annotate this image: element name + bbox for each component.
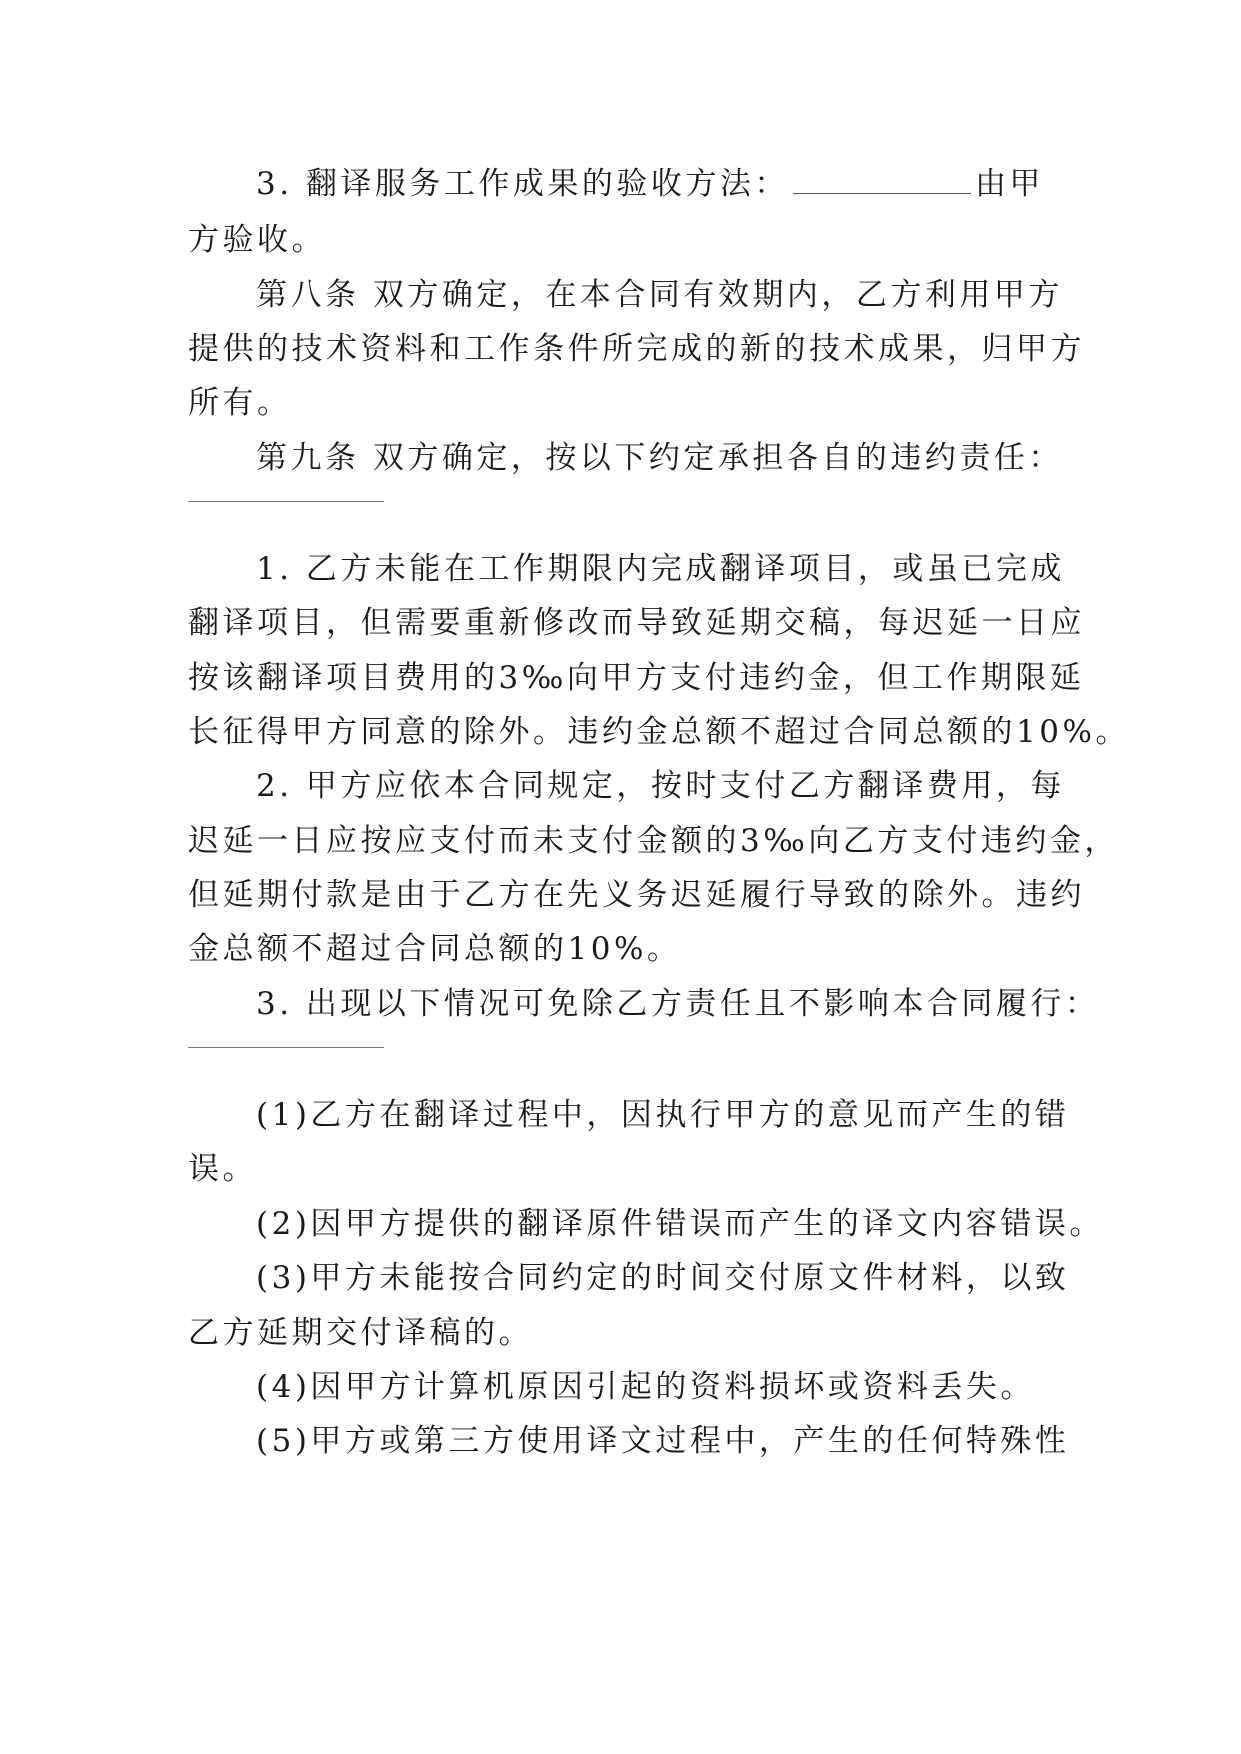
item-3-line: (3)甲方未能按合同约定的时间交付原文件材料，以致 xyxy=(256,1260,1070,1296)
blank-fill-line xyxy=(793,169,971,194)
clause-1-line: 1. 乙方未能在工作期限内完成翻译项目，或虽已完成 xyxy=(256,551,1065,587)
paragraph-line: 长征得甲方同意的除外。违约金总额不超过合同总额的10%。 xyxy=(188,714,1130,750)
article-9-line: 第九条 双方确定，按以下约定承担各自的违约责任： xyxy=(256,440,1063,476)
paragraph-line: 方验收。 xyxy=(188,222,326,258)
paragraph-line: 提供的技术资料和工作条件所完成的新的技术成果，归甲方 xyxy=(188,331,1085,367)
paragraph-line: 误。 xyxy=(188,1151,257,1187)
clause-2-line: 2. 甲方应依本合同规定，按时支付乙方翻译费用，每 xyxy=(256,768,1065,804)
article-8-line: 第八条 双方确定，在本合同有效期内，乙方利用甲方 xyxy=(256,277,1063,313)
blank-fill-line xyxy=(188,501,384,502)
item-1-line: (1)乙方在翻译过程中，因执行甲方的意见而产生的错 xyxy=(256,1097,1070,1133)
item-5-line: (5)甲方或第三方使用译文过程中，产生的任何特殊性 xyxy=(256,1423,1070,1459)
blank-fill-line xyxy=(188,1047,384,1048)
paragraph-line: 翻译项目，但需要重新修改而导致延期交稿，每迟延一日应 xyxy=(188,605,1085,641)
acceptance-method-suffix: 由甲 xyxy=(974,166,1044,202)
paragraph-line: 金总额不超过合同总额的10%。 xyxy=(188,931,682,967)
clause-3-line: 3. 出现以下情况可免除乙方责任且不影响本合同履行： xyxy=(256,986,1100,1022)
paragraph-line: 按该翻译项目费用的3‰向甲方支付违约金，但工作期限延 xyxy=(188,660,1085,696)
paragraph-line: 但延期付款是由于乙方在先义务迟延履行导致的除外。违约 xyxy=(188,877,1085,913)
item-4-line: (4)因甲方计算机原因引起的资料损坏或资料丢失。 xyxy=(256,1369,1035,1405)
paragraph-line: 乙方延期交付译稿的。 xyxy=(188,1315,533,1351)
acceptance-method-label: 3. 翻译服务工作成果的验收方法： xyxy=(256,166,789,202)
paragraph-line: 迟延一日应按应支付而未支付金额的3‰向乙方支付违约金， xyxy=(188,823,1119,859)
paragraph-line xyxy=(256,164,1068,204)
item-2-line: (2)因甲方提供的翻译原件错误而产生的译文内容错误。 xyxy=(256,1206,1104,1242)
paragraph-line: 所有。 xyxy=(188,385,292,421)
